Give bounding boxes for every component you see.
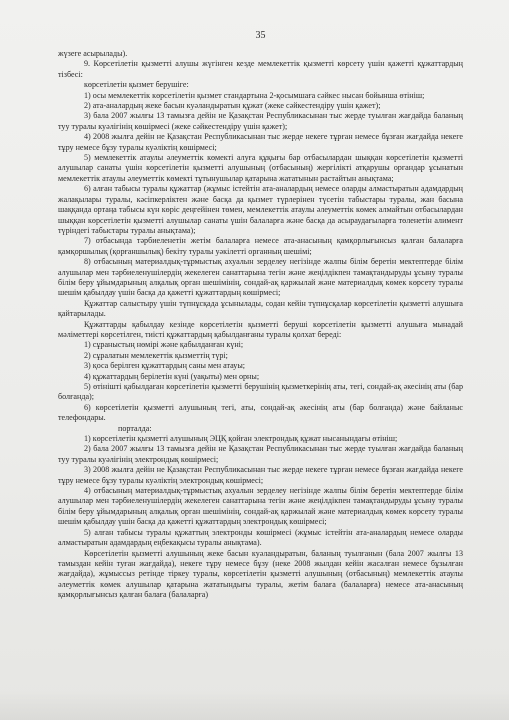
page-number: 35 [255,30,266,41]
paragraph: 3) 2008 жылға дейін не Қазақстан Республикасынан тыс жерде некеге тұрған немесе бұзған жағдайда некеге тұру немесе бұзу туралы куәліктің электрондық көшірмесі; [58,465,463,485]
paragraph: Құжаттар салыстыру үшін түпнұсқада ұсынылады, содан кейін түпнұсқалар көрсетілетін қызметті алушыға қайтарылады. [58,298,463,319]
paragraph: 7) отбасында тәрбиеленетін жетім балаларға немесе ата-анасының қамқорлығынсыз қалған балаларға қамқоршылық (қорғаншылық) бекіту туралы уәкілетті органның шешімі; [58,236,463,256]
paragraph: 1) осы мемлекеттік көрсетілетін қызмет стандартына 2-қосымшаға сәйкес нысан бойынша өтініш; [84,90,425,100]
paragraph: жүзеге асырылады). [58,49,128,58]
document-body [58,49,463,601]
paragraph: 4) 2008 жылға дейін не Қазақстан Республикасынан тыс жерде некеге тұрған немесе бұзған жағдайда некеге тұру немесе бұзу туралы куәліктің көшірмесі; [58,132,463,152]
paragraph: 5) өтінішті қабылдаған көрсетілетін қызметті берушінің қызметкерінің аты, тегі, сондай-ақ әкесінің аты (бар болғанда); [58,382,463,402]
paragraph: 3) бала 2007 жылғы 13 тамызға дейін не Қазақстан Республикасынан тыс жерде туылған жағдайда баланың туу туралы куәлігінің көшірмесі (жеке сәйкестендіру үшін қажет); [58,111,463,131]
paragraph: 4) құжаттардың берілетін күні (уақыты) мен орны; [84,371,260,381]
paragraph: 9. Көрсетілетін қызметті алушы жүгінген кезде мемлекеттік қызметті көрсету үшін қажетті құжаттардың тізбесі: [58,59,463,79]
paragraph: көрсетілетін қызмет берушіге: [84,80,189,90]
paragraph: 2) сұралатын мемлекеттік қызметтің түрі; [84,350,228,360]
paragraph: 1) көрсетілетін қызметті алушының ЭЦҚ қойған электрондық құжат нысанындағы өтініш; [84,434,398,444]
paragraph: 5) алған табысы туралы құжаттың электронды көшірмесі (жұмыс істейтін ата-аналардың немесе оларды алмастыратын адамдардың еңбекақысы туралы анықтама). [58,527,463,548]
paragraph: порталда: [118,423,152,433]
paragraph: 4) отбасының материалдық-тұрмыстық ахуалын зерделеу негізінде жалпы білім беретін мектептерде білім алушылар мен тәрбиеленушілердің жекелеген санаттарына тегін және жеңілдікпен тамақтандыруды ұсыну туралы білім беру ұйымдарының алқалық орган шешімінің, сондай-ақ қаржылай және материалдық көмек көрсету туралы шешім қабылдау үшін басқа да қажетті құжаттардың электрондық көшірмесі; [58,486,463,527]
paragraph: 8) отбасының материалдық-тұрмыстық ахуалын зерделеу негізінде жалпы білім беретін мектептерде білім алушылар мен тәрбиеленушілердің жекелеген санаттарына тегін және жеңілдікпен тамақтандыруды ұсыну туралы білім беру ұйымдарының алқалық орган шешімінің, сондай-ақ қаржылай және материалдық көмек көрсету туралы шешім қабылдау үшін басқа да қажетті құжаттардың көшірмесі; [58,257,463,298]
paragraph: 1) сұраныстың нөмірі және қабылданған күні; [84,340,244,350]
paragraph: Құжаттарды қабылдау кезінде көрсетілетін қызметті беруші көрсетілетін қызметті алушыға мынадай мәліметтері көрсетілген, тиісті құжаттардың қабылданғаны туралы қолхат береді: [58,319,463,339]
paragraph: 6) көрсетілетін қызметті алушының тегі, аты, сондай-ақ әкесінің аты (бар болғанда) және байланыс телефондары. [58,402,463,423]
paragraph: 6) алған табысы туралы құжаттар (жұмыс істейтін ата-аналардың немесе оларды алмастыратын адамдардың жалақылары туралы, кәсіпкерліктен және басқа да қызмет түрлерінен түсетін табыстары туралы, жан басына шаққанда ортаңа табысы күн көріс деңгейінен төмен, мемлекеттік атаулы әлеуметтік көмек алмайтын отбасылардан шыққан көрсетілетін қызметті алушылар санаты үшін балаларға және басқа да асыраудағыларға төленетін алимент түріндегі табыстары туралы анықтама); [58,184,463,235]
paragraph: 2) ата-аналардың жеке басын куәландыратын құжат (жеке сәйкестендіру үшін қажет); [84,101,381,111]
scan-shadow [0,690,509,720]
paragraph: 2) бала 2007 жылғы 13 тамызға дейін не Қазақстан Республикасынан тыс жерде туылған жағдайда баланың туу туралы куәлігінің электрондық көшірмесі; [58,444,463,464]
paragraph: Көрсетілетін қызметті алушының жеке басын куәландыратын, баланың туылғанын (бала 2007 жылғы 13 тамыздан кейін туған жағдайда), некеге тұру немесе бұзу (неке 2008 жылдан кейін жасалған немесе бұзылған жағдайда), жұмыссыз ретінде тіркеу туралы, көрсетілетін қызметті алушының (отбасының) мемлекеттік атаулы әлеуметтік көмек алушылар қатарына жататындығы туралы, жетім балаға (балаларға) немесе ата-анасының қамқорлығынсыз қалған балаға (балаларға) [58,548,463,600]
paragraph: 5) мемлекеттік атаулы әлеуметтік көмекті алуға құқығы бар отбасылардан шыққан көрсетілетін қызметті алушылар санаты үшін көрсетілетін қызметті алушының (отбасының) жергілікті атқарушы органдар ұсынатын мемлекеттік атаулы әлеуметтік көмекті тұтынушылар қатарына жататынын растайтын анықтама; [58,153,463,183]
paragraph: 3) қоса берілген құжаттардың саны мен атауы; [84,361,246,371]
